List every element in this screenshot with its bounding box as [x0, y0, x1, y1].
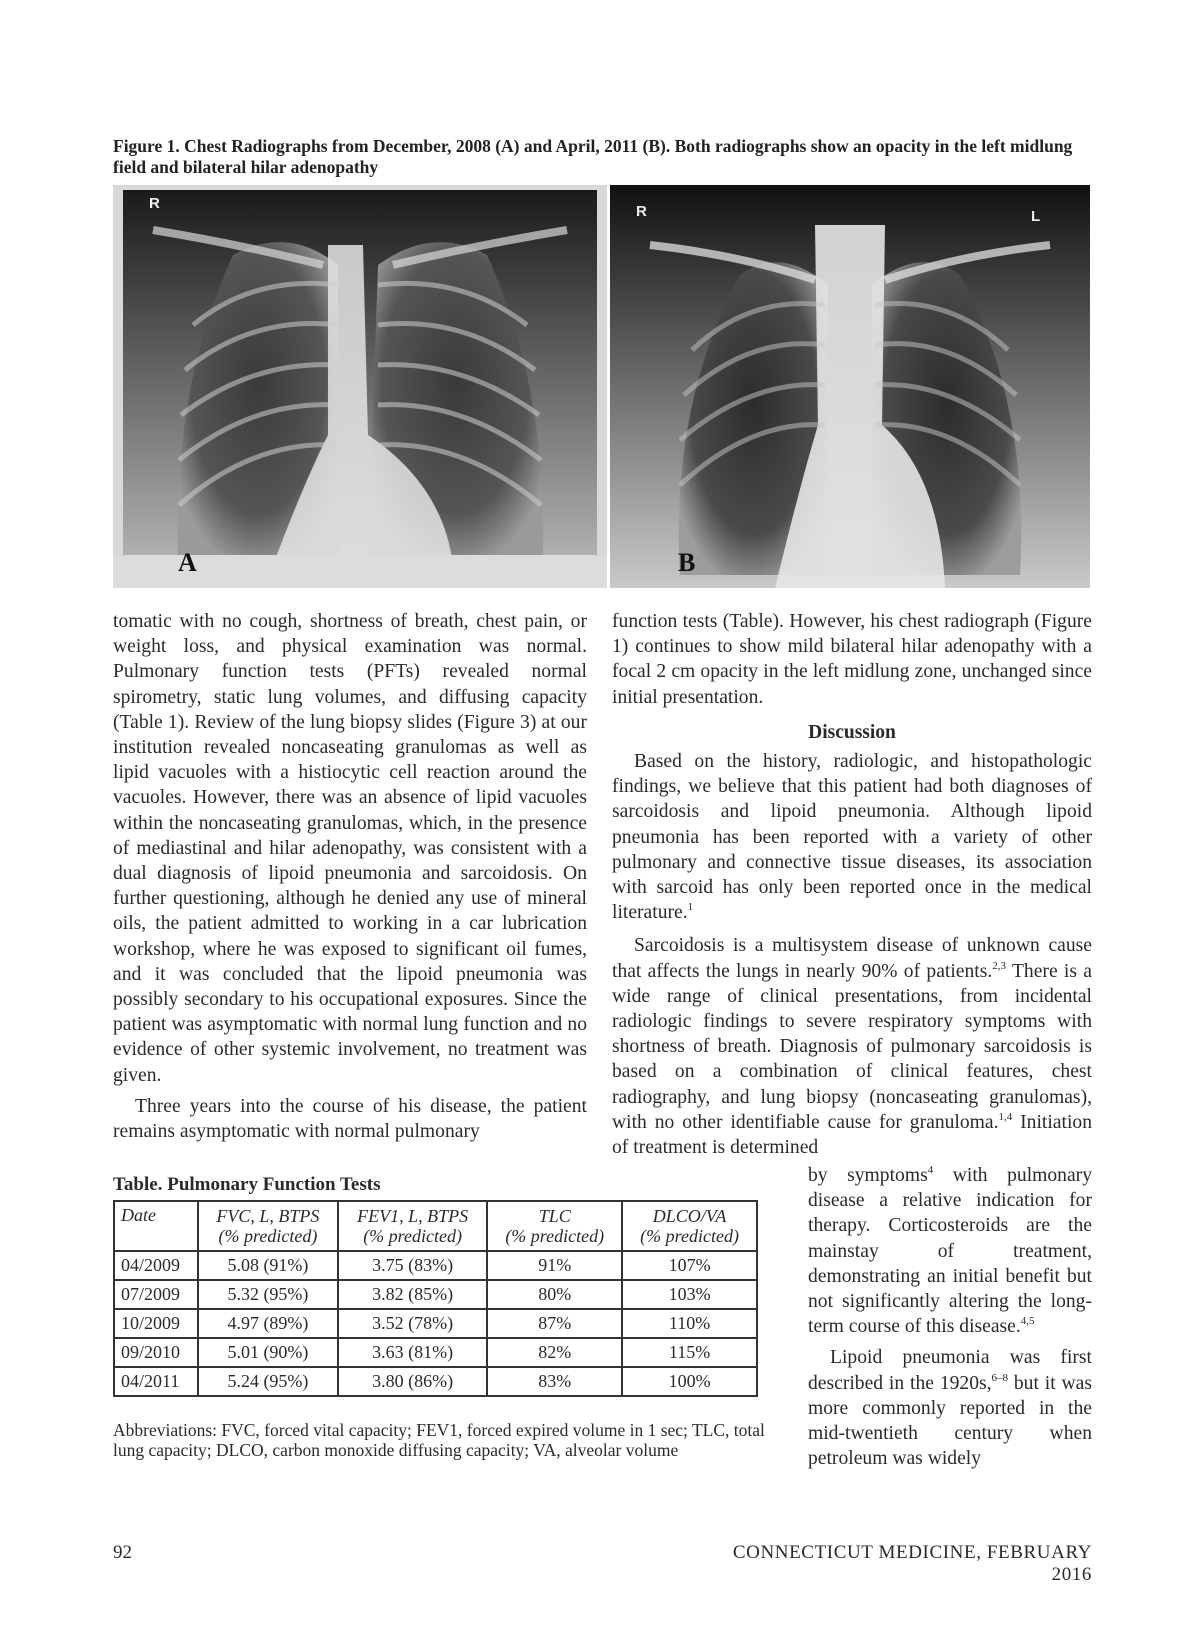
right-paragraph-2: Based on the history, radiologic, and histopathologic findings, we believe that this patient had both diagnoses of sarcoidosis and lipoid pneumonia. Although lipoid pneumonia has been reported with a variety of other pulmonary and connective tissue diseases, its association with sarcoid has only been reported once in the medical literature.$^1$ [612, 751, 1092, 924]
section-heading-discussion: Discussion [808, 721, 896, 743]
table-cell: 80% [487, 1280, 622, 1309]
reference-marker: 1,4 [998, 1110, 1013, 1123]
reference-marker: 2,3 [992, 959, 1007, 972]
table-cell: 04/2009 [114, 1251, 198, 1280]
radiograph-a-marker: R [149, 195, 160, 212]
table-abbreviations: Abbreviations: FVC, forced vital capacity; FEV1, forced expired volume in 1 sec; TLC, total lung capacity; DLCO, carbon monoxide diffusing capacity; VA, alveolar volume [113, 1420, 765, 1460]
right-narrow-column [808, 1163, 1092, 1471]
page-number: 92 [113, 1542, 132, 1563]
reference-marker: 4 [927, 1164, 934, 1176]
figure-caption: Figure 1. Chest Radiographs from December, 2008 (A) and April, 2011 (B). Both radiographs show an opacity in the left midlung field and bilateral hilar adenopathy [113, 136, 1073, 177]
table-cell: 87% [487, 1309, 622, 1338]
table-cell: 09/2010 [114, 1338, 198, 1367]
right-paragraph-1: function tests (Table). However, his chest radiograph (Figure 1) continues to show mild bilateral hilar adenopathy with a focal 2 cm opacity in the left midlung zone, unchanged since initial presentation. [612, 611, 1092, 708]
table-row [114, 1251, 757, 1280]
table-cell: 07/2009 [114, 1280, 198, 1309]
reference-marker: 6–8 [991, 1371, 1009, 1384]
table-cell: 115% [622, 1338, 757, 1367]
column-header-dlco: DLCO/VA (% predicted) [622, 1201, 757, 1251]
table-header-row [114, 1201, 757, 1251]
left-column [113, 609, 587, 1144]
table-cell: 5.08 (91%) [198, 1251, 338, 1280]
table-cell: 4.97 (89%) [198, 1309, 338, 1338]
table-cell: 82% [487, 1338, 622, 1367]
column-header-date: Date [114, 1201, 198, 1251]
chest-radiograph-b [610, 185, 1090, 588]
table-cell: 3.82 (85%) [338, 1280, 487, 1309]
right-paragraph-3: Sarcoidosis is a multisystem disease of unknown cause that affects the lungs in nearly 90% of patients.$^{2,3}$ There is a wide range of clinical presentations, from incidental radiologic findings to severe respiratory symptoms with shortness of breath. Diagnosis of pulmonary sarcoidosis is based on a combination of clinical features, chest radiography, and lung biopsy (noncaseating granulomas), with no other identifiable cause for granuloma.$^{1,4}$ Initiation of treatment is determined [612, 935, 1092, 1159]
table-cell: 110% [622, 1309, 757, 1338]
table-cell: 5.32 (95%) [198, 1280, 338, 1309]
radiograph-b-marker-left: L [1031, 208, 1041, 225]
table-cell: 3.75 (83%) [338, 1251, 487, 1280]
journal-footer: CONNECTICUT MEDICINE, FEBRUARY 2016 [732, 1542, 1092, 1585]
panel-a-label: A [178, 548, 197, 577]
reference-marker: 4,5 [1020, 1315, 1035, 1328]
right-column [612, 609, 1092, 1160]
column-header-tlc: TLC (% predicted) [487, 1201, 622, 1251]
table-cell: 5.01 (90%) [198, 1338, 338, 1367]
table-cell: 107% [622, 1251, 757, 1280]
table-cell: 3.63 (81%) [338, 1338, 487, 1367]
left-paragraph-1: tomatic with no cough, shortness of breath, chest pain, or weight loss, and physical examination was normal. Pulmonary function tests (PFTs) revealed normal spirometry, static lung volumes, and diffusing capacity (Table 1). Review of the lung biopsy slides (Figure 3) at our institution revealed noncaseating granulomas as well as lipid vacuoles with a histiocytic cell reaction around the vacuoles. However, there was an absence of lipid vacuoles within the noncaseating granulomas, which, in the presence of mediastinal and hilar adenopathy, was consistent with a dual diagnosis of lipoid pneumonia and sarcoidosis. On further questioning, although he denied any use of mineral oils, the patient admitted to working in a car lubrication workshop, where he was exposed to significant oil fumes, and it was concluded that the lipoid pneumonia was possibly secondary to his occupational exposures. Since the patient was asymptomatic with normal lung function and no evidence of other systemic involvement, no treatment was given. [113, 611, 587, 1086]
reference-marker: 1 [687, 901, 694, 914]
table-cell: 100% [622, 1367, 757, 1396]
column-header-fvc: FVC, L, BTPS (% predicted) [198, 1201, 338, 1251]
table-cell: 3.80 (86%) [338, 1367, 487, 1396]
column-header-fev1: FEV1, L, BTPS (% predicted) [338, 1201, 487, 1251]
table-cell: 83% [487, 1367, 622, 1396]
table-row [114, 1338, 757, 1367]
narrow-paragraph-2: Lipoid pneumonia was first described in the 1920s,$^{6-8}$ but it was more commonly reported in the mid-twentieth century when petroleum was widely [808, 1347, 1092, 1470]
table-row [114, 1367, 757, 1396]
left-paragraph-2: Three years into the course of his disease, the patient remains asymptomatic with normal pulmonary [113, 1095, 587, 1143]
panel-b-label: B [678, 548, 696, 577]
table-cell: 10/2009 [114, 1309, 198, 1338]
table-cell: 91% [487, 1251, 622, 1280]
table-title: Table. Pulmonary Function Tests [113, 1174, 381, 1195]
table-cell: 3.52 (78%) [338, 1309, 487, 1338]
table-cell: 103% [622, 1280, 757, 1309]
table-cell: 5.24 (95%) [198, 1367, 338, 1396]
narrow-paragraph-1: by symptoms$^4$ with pulmonary disease a relative indication for therapy. Corticosteroids are the mainstay of treatment, demonstrating an initial benefit but not significantly altering the long-term course of this disease.$^{4,5}$ [808, 1164, 1092, 1338]
radiograph-b-marker-right: R [636, 203, 647, 220]
table-cell: 04/2011 [114, 1367, 198, 1396]
chest-radiograph-a [113, 185, 607, 588]
table-row [114, 1280, 757, 1309]
table-row [114, 1309, 757, 1338]
pulmonary-function-table [113, 1200, 758, 1397]
